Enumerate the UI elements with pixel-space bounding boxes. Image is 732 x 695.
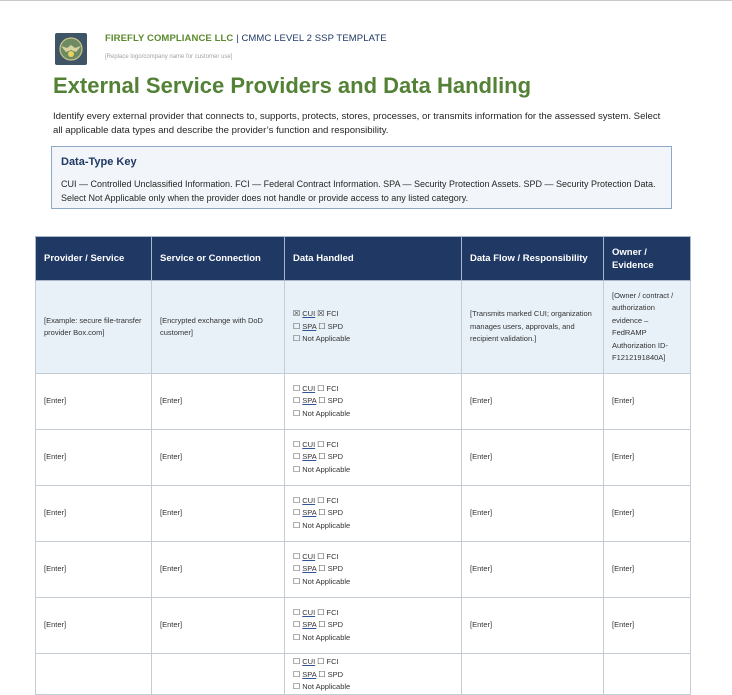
checkbox-fci[interactable]: ☐: [317, 657, 325, 666]
checkbox-label-na: Not Applicable: [302, 576, 351, 586]
checkbox-label-fci: FCI: [326, 657, 339, 666]
checkbox-spd[interactable]: ☐: [318, 564, 326, 574]
service-cell[interactable]: [Enter]: [152, 598, 285, 654]
providers-table: [35, 236, 691, 695]
checkbox-label-spd: SPD: [327, 620, 344, 630]
data-flow-cell[interactable]: [462, 654, 604, 695]
service-cell[interactable]: [Enter]: [152, 486, 285, 542]
checkbox-line: [293, 607, 453, 620]
checkbox-label-fci: FCI: [326, 309, 339, 319]
owner-evidence-cell[interactable]: [Owner / contract / authorization evidence – FedRAMP Authorization ID-F1212191840A]: [604, 281, 691, 374]
checkbox-fci[interactable]: ☐: [317, 495, 325, 505]
checkbox-line: [293, 395, 453, 408]
checkbox-label-spd: SPD: [327, 452, 344, 462]
checkbox-fci[interactable]: ☐: [317, 439, 325, 449]
data-type-key-heading: Data-Type Key: [61, 156, 137, 168]
column-header-data-flow: Data Flow / Responsibility: [462, 237, 604, 281]
company-logo: [55, 33, 87, 65]
checkbox-cui[interactable]: ☐: [293, 657, 301, 666]
checkbox-label-fci: FCI: [326, 607, 339, 617]
checkbox-label-fci: FCI: [326, 495, 339, 505]
checkbox-label-cui: CUI: [302, 551, 316, 561]
table-row: [36, 542, 691, 598]
checkbox-fci[interactable]: ☒: [317, 309, 325, 319]
checkbox-label-na: Not Applicable: [302, 632, 351, 642]
checkbox-label-spd: SPD: [327, 564, 344, 574]
checkbox-cui[interactable]: ☒: [293, 309, 301, 319]
checkbox-spd[interactable]: ☐: [318, 396, 326, 406]
checkbox-cui[interactable]: ☐: [293, 439, 301, 449]
service-cell[interactable]: [Enter]: [152, 374, 285, 430]
checkbox-line: [293, 656, 453, 669]
checkbox-spa[interactable]: ☐: [293, 396, 301, 406]
checkbox-line: [293, 383, 453, 396]
owner-evidence-cell[interactable]: [Enter]: [604, 486, 691, 542]
checkbox-line: [293, 464, 453, 477]
template-name: CMMC LEVEL 2 SSP TEMPLATE: [241, 33, 387, 44]
owner-evidence-cell[interactable]: [604, 654, 691, 695]
checkbox-na[interactable]: ☐: [293, 334, 301, 344]
checkbox-label-spa: SPA: [302, 620, 317, 630]
checkbox-cui[interactable]: ☐: [293, 495, 301, 505]
data-type-key-box: [51, 146, 672, 209]
checkbox-label-spd: SPD: [327, 508, 344, 518]
checkbox-line: [293, 408, 453, 421]
table-row: [36, 486, 691, 542]
data-handled-cell: [285, 654, 462, 695]
checkbox-na[interactable]: ☐: [293, 408, 301, 418]
checkbox-line: [293, 507, 453, 520]
intro-paragraph: Identify every external provider that connects to, supports, protects, stores, processes, or transmits information for the assessed system. Select all applicable data types and describe the provider’s function and responsibility.: [53, 111, 661, 136]
checkbox-label-na: Not Applicable: [302, 682, 351, 691]
data-handled-cell: [285, 430, 462, 486]
provider-cell[interactable]: [Example: secure file-transfer provider Box.com]: [36, 281, 152, 374]
checkbox-spa[interactable]: ☐: [293, 321, 301, 331]
checkbox-spd[interactable]: ☐: [318, 452, 326, 462]
data-flow-cell[interactable]: [Enter]: [462, 486, 604, 542]
table-row: [36, 374, 691, 430]
data-handled-cell: [285, 374, 462, 430]
checkbox-spa[interactable]: ☐: [293, 564, 301, 574]
table-row: [36, 598, 691, 654]
data-type-key-body: CUI — Controlled Unclassified Information. FCI — Federal Contract Information. SPA — Security Protection Assets. SPD — Security Protection Data. Select Not Applicable only when the provider does not handle or provide access to any listed category.: [61, 179, 656, 203]
checkbox-line: [293, 563, 453, 576]
checkbox-na[interactable]: ☐: [293, 464, 301, 474]
checkbox-spd[interactable]: ☐: [318, 669, 326, 679]
checkbox-line: [293, 451, 453, 464]
checkbox-label-spa: SPA: [302, 321, 317, 331]
table-row: [36, 430, 691, 486]
checkbox-label-spa: SPA: [302, 396, 317, 406]
checkbox-label-spa: SPA: [302, 452, 317, 462]
checkbox-label-fci: FCI: [326, 383, 339, 393]
checkbox-line: [293, 669, 453, 682]
checkbox-line: [293, 632, 453, 645]
checkbox-label-cui: CUI: [302, 309, 316, 319]
service-cell[interactable]: [Encrypted exchange with DoD customer]: [152, 281, 285, 374]
checkbox-spa[interactable]: ☐: [293, 452, 301, 462]
checkbox-fci[interactable]: ☐: [317, 607, 325, 617]
checkbox-line: [293, 520, 453, 533]
checkbox-label-cui: CUI: [302, 383, 316, 393]
service-cell[interactable]: [152, 654, 285, 695]
checkbox-fci[interactable]: ☐: [317, 383, 325, 393]
table-body: [36, 281, 691, 695]
column-header-owner-evidence: Owner / Evidence: [604, 237, 691, 281]
owner-evidence-cell[interactable]: [Enter]: [604, 542, 691, 598]
checkbox-label-cui: CUI: [302, 607, 316, 617]
checkbox-line: [293, 681, 453, 694]
service-cell[interactable]: [Enter]: [152, 542, 285, 598]
checkbox-label-spd: SPD: [327, 669, 344, 679]
data-flow-cell[interactable]: [Enter]: [462, 430, 604, 486]
owner-evidence-cell[interactable]: [Enter]: [604, 598, 691, 654]
checkbox-spd[interactable]: ☐: [318, 620, 326, 630]
checkbox-na[interactable]: ☐: [293, 682, 301, 691]
checkbox-cui[interactable]: ☐: [293, 607, 301, 617]
checkbox-spa[interactable]: ☐: [293, 669, 301, 679]
page-title: External Service Providers and Data Handling: [53, 73, 532, 98]
provider-cell[interactable]: [Enter]: [36, 486, 152, 542]
checkbox-na[interactable]: ☐: [293, 632, 301, 642]
data-handled-cell: [285, 486, 462, 542]
checkbox-label-spa: SPA: [302, 564, 317, 574]
checkbox-label-spd: SPD: [327, 396, 344, 406]
checkbox-line: [293, 495, 453, 508]
data-flow-cell[interactable]: [Transmits marked CUI; organization manages users, approvals, and recipient validation.]: [462, 281, 604, 374]
column-header-service: Service or Connection: [152, 237, 285, 281]
checkbox-label-na: Not Applicable: [302, 334, 351, 344]
data-handled-cell: [285, 598, 462, 654]
header-separator: |: [236, 33, 239, 44]
service-cell[interactable]: [Enter]: [152, 430, 285, 486]
provider-cell[interactable]: [Enter]: [36, 542, 152, 598]
owner-evidence-cell[interactable]: [Enter]: [604, 374, 691, 430]
checkbox-line: [293, 576, 453, 589]
checkbox-line: [293, 308, 453, 321]
table-row: [36, 654, 691, 695]
checkbox-spa[interactable]: ☐: [293, 508, 301, 518]
company-name: FIREFLY COMPLIANCE LLC: [105, 33, 234, 44]
provider-cell[interactable]: [36, 654, 152, 695]
checkbox-label-fci: FCI: [326, 551, 339, 561]
checkbox-spa[interactable]: ☐: [293, 620, 301, 630]
checkbox-line: [293, 551, 453, 564]
checkbox-na[interactable]: ☐: [293, 576, 301, 586]
checkbox-label-na: Not Applicable: [302, 520, 351, 530]
provider-cell[interactable]: [Enter]: [36, 430, 152, 486]
checkbox-label-cui: CUI: [302, 439, 316, 449]
checkbox-label-na: Not Applicable: [302, 464, 351, 474]
data-flow-cell[interactable]: [Enter]: [462, 598, 604, 654]
checkbox-label-na: Not Applicable: [302, 408, 351, 418]
owner-evidence-cell[interactable]: [Enter]: [604, 430, 691, 486]
checkbox-label-spd: SPD: [327, 321, 344, 331]
provider-cell[interactable]: [Enter]: [36, 374, 152, 430]
example-row: [36, 281, 691, 374]
checkbox-line: [293, 321, 453, 334]
logo-placeholder-note: [Replace logo/company name for customer use]: [105, 54, 233, 60]
checkbox-label-fci: FCI: [326, 439, 339, 449]
checkbox-line: [293, 619, 453, 632]
table-header-row: [36, 237, 691, 281]
checkbox-cui[interactable]: ☐: [293, 383, 301, 393]
data-flow-cell[interactable]: [Enter]: [462, 374, 604, 430]
checkbox-label-cui: CUI: [302, 495, 316, 505]
data-handled-cell: [285, 542, 462, 598]
checkbox-line: [293, 333, 453, 346]
data-handled-cell: [285, 281, 462, 374]
checkbox-spd[interactable]: ☐: [318, 321, 326, 331]
checkbox-label-cui: CUI: [302, 657, 316, 666]
column-header-provider: Provider / Service: [36, 237, 152, 281]
page-top-border: [0, 0, 732, 1]
checkbox-line: [293, 439, 453, 452]
document-header: [105, 33, 387, 44]
provider-cell[interactable]: [Enter]: [36, 598, 152, 654]
column-header-data-handled: Data Handled: [285, 237, 462, 281]
checkbox-spd[interactable]: ☐: [318, 508, 326, 518]
checkbox-na[interactable]: ☐: [293, 520, 301, 530]
checkbox-fci[interactable]: ☐: [317, 551, 325, 561]
data-flow-cell[interactable]: [Enter]: [462, 542, 604, 598]
checkbox-label-spa: SPA: [302, 669, 317, 679]
checkbox-cui[interactable]: ☐: [293, 551, 301, 561]
checkbox-label-spa: SPA: [302, 508, 317, 518]
